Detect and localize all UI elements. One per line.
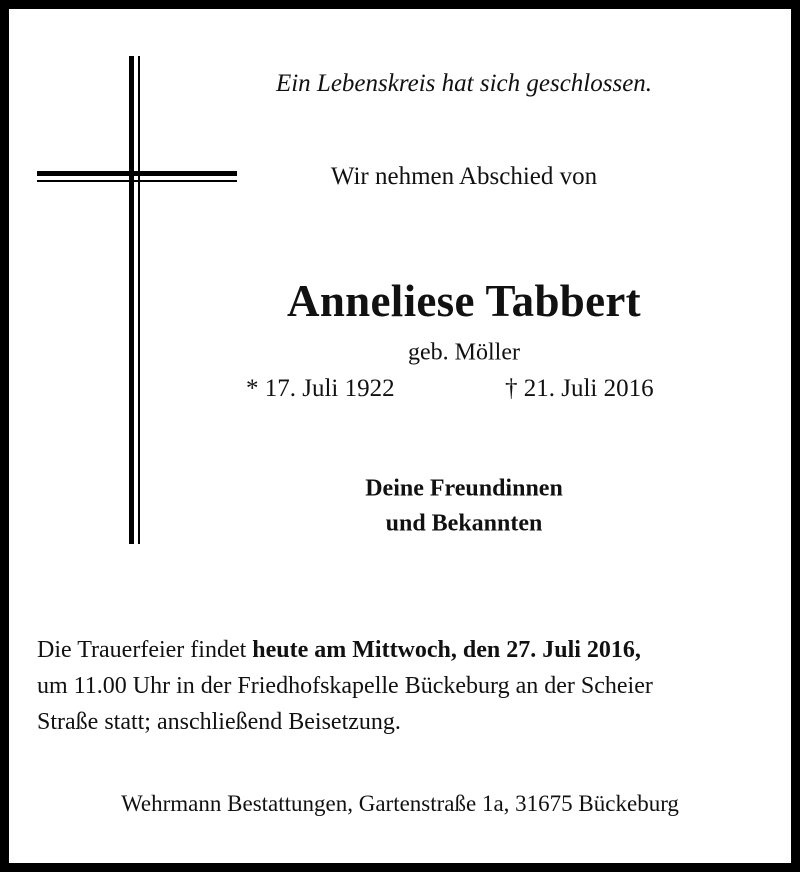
mourners-line-1: Deine Freundinnen	[365, 475, 563, 502]
ceremony-line-1	[37, 632, 772, 668]
mourners-line-2: und Bekannten	[385, 510, 543, 537]
ceremony-notice	[37, 632, 772, 740]
ceremony-line-2: um 11.00 Uhr in der Friedhofskapelle Bückeburg an der Scheier	[37, 673, 653, 699]
ceremony-date: heute am Mittwoch, den 27. Juli 2016,	[252, 637, 641, 663]
maiden-name: geb. Möller	[408, 339, 520, 366]
birth-date: * 17. Juli 1922	[246, 375, 395, 402]
ceremony-prefix: Die Trauerfeier findet	[37, 637, 253, 663]
death-date: † 21. Juli 2016	[505, 375, 654, 402]
ceremony-line-3: Straße statt; anschließend Beisetzung.	[37, 709, 401, 735]
deceased-name: Anneliese Tabbert	[287, 276, 641, 326]
intro-text: Wir nehmen Abschied von	[330, 163, 598, 190]
undertaker-address: Wehrmann Bestattungen, Gartenstraße 1a, 31675 Bückeburg	[121, 791, 679, 816]
motto: Ein Lebenskreis hat sich geschlossen.	[275, 70, 653, 97]
